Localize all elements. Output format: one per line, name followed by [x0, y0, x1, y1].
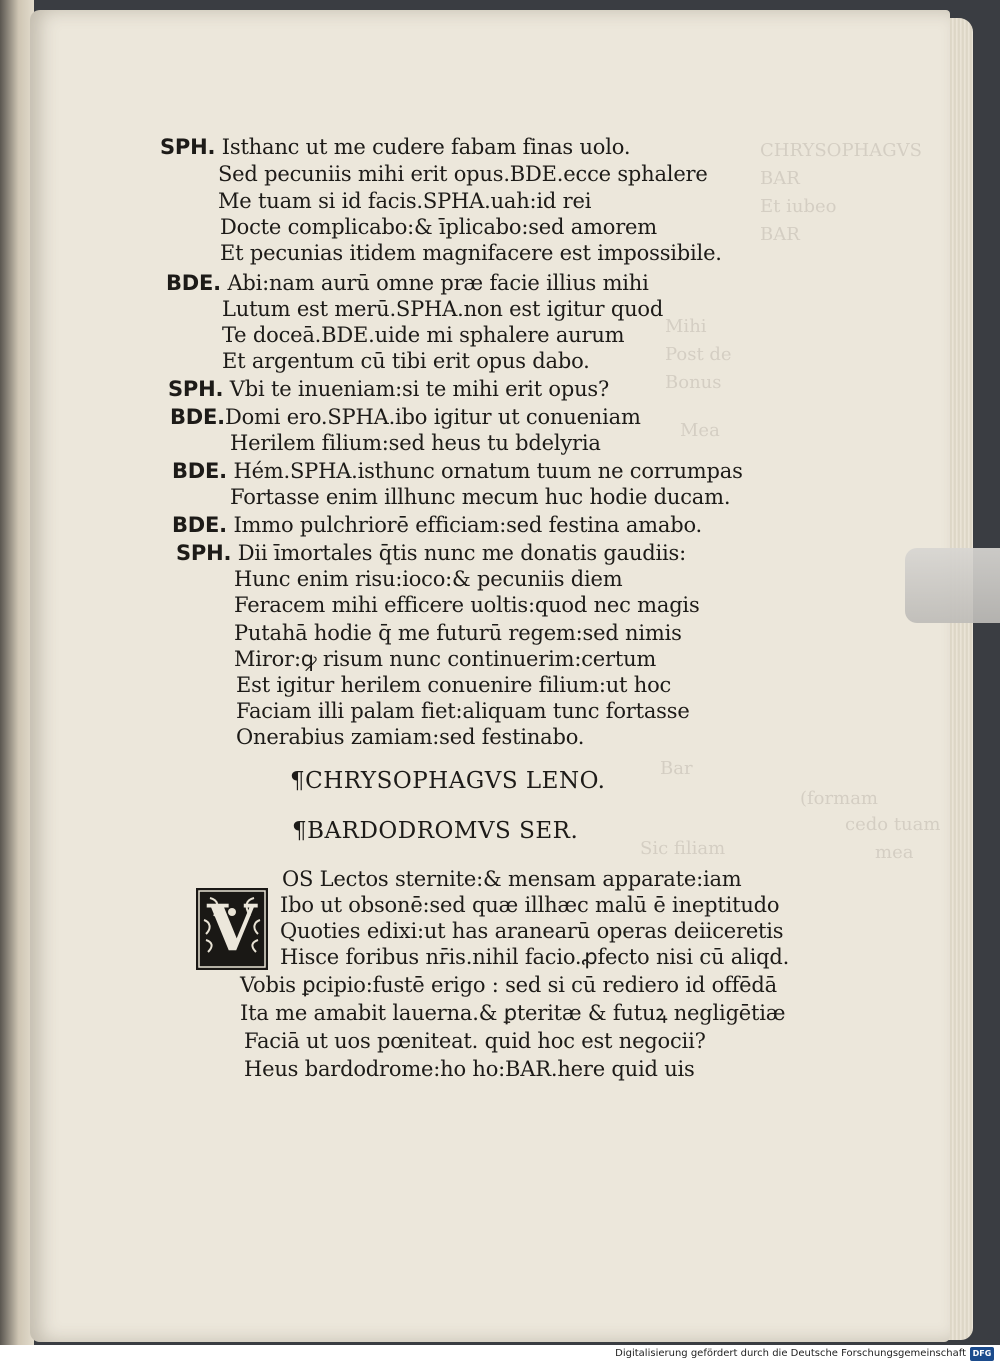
paragraph-mark: ¶	[292, 818, 308, 844]
bleed-through-text: cedo tuam	[845, 814, 941, 835]
scene-line	[280, 892, 779, 918]
line-text: Faciam illi palam fiet:aliquam tunc fortasse	[236, 699, 690, 723]
line-text: Dii īmortales q̄tis nunc me donatis gaudiis:	[237, 541, 687, 565]
line-text: Hunc enim risu:ioco:& pecuniis diem	[234, 567, 623, 591]
dialogue-line	[172, 512, 702, 538]
dialogue-line	[230, 484, 730, 510]
dialogue-line	[230, 430, 601, 456]
line-text: Ita me amabit lauerna.& ꝑteritæ & futuꝝ negligētiæ	[240, 1001, 786, 1025]
line-text: Onerabius zamiam:sed festinabo.	[236, 725, 585, 749]
bleed-through-text: Post de	[665, 344, 732, 365]
line-text: Abi:nam aurū omne præ facie illius mihi	[227, 271, 649, 295]
bleed-through-text: Sic filiam	[640, 838, 726, 859]
bleed-through-text: mea	[875, 842, 914, 863]
dialogue-line	[160, 134, 630, 160]
scene-line	[240, 1000, 785, 1026]
dialogue-line	[166, 270, 649, 296]
line-text: Hém.SPHA.isthunc ornatum tuum ne corrumpas	[233, 459, 743, 483]
scene-line	[244, 1056, 695, 1082]
digitization-footer	[0, 1345, 1000, 1364]
bleed-through-text: Bonus	[665, 372, 722, 393]
paragraph-mark: ¶	[290, 768, 306, 794]
dialogue-line	[168, 376, 609, 402]
dialogue-line	[236, 672, 671, 698]
scene-line	[280, 918, 783, 944]
dialogue-line	[220, 240, 722, 266]
drop-cap-letter: V	[207, 891, 257, 966]
heading-text: CHRYSOPHAGVS LENO.	[305, 768, 606, 794]
line-text: OS Lectos sternite:& mensam apparate:iam	[282, 867, 742, 891]
line-text: Te doceā.BDE.uide mi sphalere aurum	[222, 323, 625, 347]
speaker-label: BDE.	[166, 271, 221, 295]
dialogue-line	[236, 698, 690, 724]
scene-heading	[290, 768, 605, 794]
dialogue-line	[170, 404, 641, 430]
dialogue-line	[176, 540, 686, 566]
dialogue-line	[234, 592, 700, 618]
line-text: Me tuam si id facis.SPHA.uah:id rei	[218, 189, 592, 213]
line-text: Immo pulchriorē efficiam:sed festina amabo.	[233, 513, 702, 537]
line-text: Isthanc ut me cudere fabam finas uolo.	[221, 135, 631, 159]
dialogue-line	[234, 566, 622, 592]
line-text: Et pecunias itidem magnifacere est impossibile.	[220, 241, 722, 265]
dialogue-line	[218, 161, 708, 187]
funding-credit: Digitalisierung gefördert durch die Deutsche Forschungsgemeinschaft	[615, 1348, 966, 1359]
speaker-label: BDE.	[172, 513, 227, 537]
line-text: Domi ero.SPHA.ibo igitur ut conueniam	[224, 405, 641, 429]
dialogue-line	[220, 214, 657, 240]
dialogue-line	[234, 646, 656, 672]
scene-line	[282, 866, 742, 892]
line-text: Miror:ꝙ risum nunc continuerim:certum	[234, 647, 657, 671]
dialogue-line	[172, 458, 743, 484]
bleed-through-text: Bar	[660, 758, 693, 779]
line-text: Faciā ut uos pœniteat. quid hoc est negocii?	[244, 1029, 706, 1053]
dialogue-line	[222, 296, 663, 322]
heading-text: BARDODROMVS SER.	[307, 818, 579, 844]
speaker-label: BDE.	[170, 405, 225, 429]
line-text: Fortasse enim illhunc mecum huc hodie ducam.	[230, 485, 731, 509]
bleed-through-text: Mihi	[665, 316, 707, 337]
bleed-through-text: CHRYSOPHAGVS	[760, 140, 922, 161]
dialogue-line	[218, 188, 591, 214]
line-text: Herilem filium:sed heus tu bdelyria	[230, 431, 601, 455]
speaker-label: BDE.	[172, 459, 227, 483]
scene-heading	[292, 818, 578, 844]
scene-line	[280, 944, 789, 970]
line-text: Lutum est merū.SPHA.non est igitur quod	[222, 297, 664, 321]
bleed-through-text: BAR	[760, 224, 800, 245]
dialogue-line	[236, 724, 584, 750]
bleed-through-text: Mea	[680, 420, 720, 441]
speaker-label: SPH.	[176, 541, 232, 565]
bleed-through-text: BAR	[760, 168, 800, 189]
line-text: Sed pecuniis mihi erit opus.BDE.ecce sphalere	[218, 162, 708, 186]
line-text: Et argentum cū tibi erit opus dabo.	[222, 349, 590, 373]
line-text: Feracem mihi efficere uoltis:quod nec magis	[234, 593, 700, 617]
line-text: Quoties edixi:ut has aranearū operas deiiceretis	[280, 919, 784, 943]
speaker-label: SPH.	[160, 135, 216, 159]
line-text: Est igitur herilem conuenire filium:ut hoc	[236, 673, 672, 697]
line-text: Hisce foribus nr̄is.nihil facio.ꝓfecto nisi cū aliqd.	[280, 945, 790, 969]
line-text: Heus bardodrome:ho ho:BAR.here quid uis	[244, 1057, 695, 1081]
line-text: Putahā hodie q̄ me futurū regem:sed nimis	[234, 621, 682, 645]
scene-line	[240, 972, 777, 998]
line-text: Vbi te inueniam:si te mihi erit opus?	[229, 377, 610, 401]
line-text: Docte complicabo:& īplicabo:sed amorem	[220, 215, 657, 239]
dialogue-line	[222, 322, 624, 348]
scene-line	[244, 1028, 706, 1054]
dfg-logo: DFG	[970, 1347, 994, 1361]
bleed-through-text: (formam	[800, 788, 878, 809]
line-text: Ibo ut obsonē:sed quæ illhæc malū ē ineptitudo	[280, 893, 780, 917]
decorated-initial	[196, 888, 268, 970]
dialogue-line	[222, 348, 590, 374]
line-text: Vobis ꝑcipio:fustē erigo : sed si cū rediero id offēdā	[240, 973, 777, 997]
speaker-label: SPH.	[168, 377, 224, 401]
bleed-through-text: Et iubeo	[760, 196, 837, 217]
dialogue-line	[234, 620, 682, 646]
